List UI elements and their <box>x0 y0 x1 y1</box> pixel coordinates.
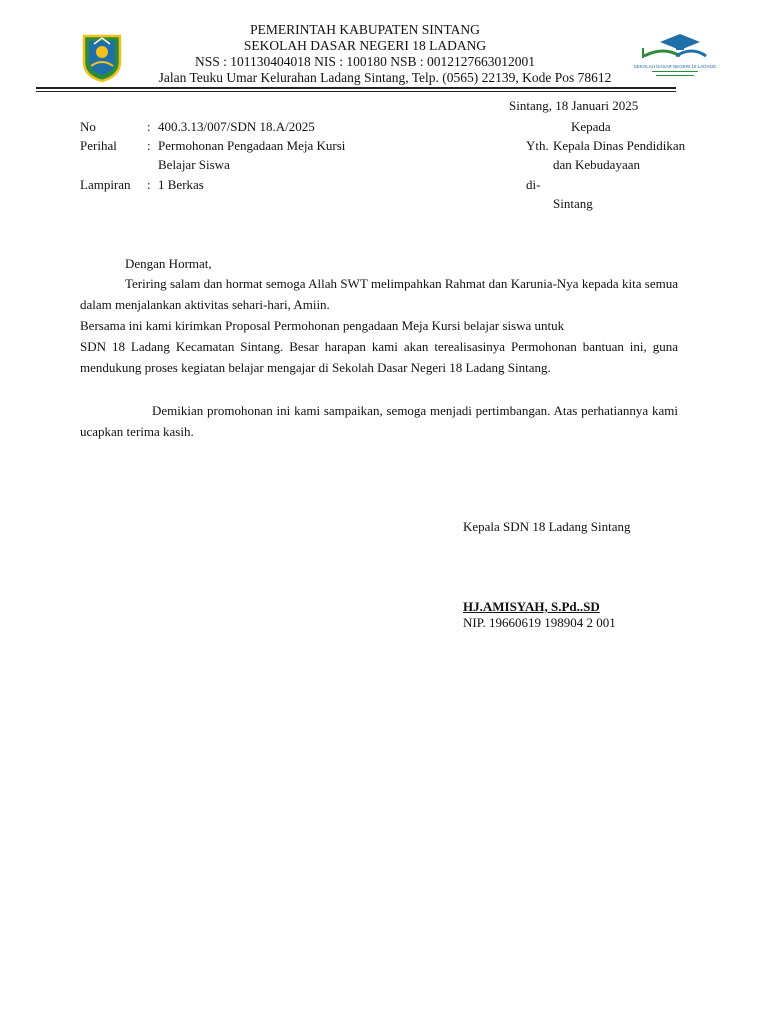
recipient-place: Sintang <box>553 196 593 211</box>
attachment-label: Lampiran <box>80 177 131 192</box>
recipient-kepada: Kepada <box>571 119 611 134</box>
signature-nip: NIP. 19660619 198904 2 001 <box>463 615 616 630</box>
recipient-line2: dan Kebudayaan <box>553 157 640 172</box>
letterhead-rule-thick <box>36 87 676 89</box>
signature-title: Kepala SDN 18 Ladang Sintang <box>463 519 631 534</box>
letterhead-line-address: Jalan Teuku Umar Kelurahan Ladang Sintang, Telp. (0565) 22139, Kode Pos 78612 <box>158 70 612 85</box>
school-logo-text: SEKOLAH DASAR NEGERI 18 LADANG <box>633 64 717 69</box>
regency-emblem-logo <box>80 32 124 82</box>
recipient-line1: Kepala Dinas Pendidikan <box>553 138 686 153</box>
greeting: Dengan Hormat, <box>125 256 212 271</box>
subject-value-line2: Belajar Siswa <box>158 157 230 172</box>
subject-value-line1: Permohonan Pengadaan Meja Kursi <box>158 138 346 153</box>
letter-date: Sintang, 18 Januari 2025 <box>509 98 639 113</box>
subject-label: Perihal <box>80 138 117 153</box>
letterhead-line-government: PEMERINTAH KABUPATEN SINTANG <box>250 22 480 37</box>
school-logo <box>633 28 717 82</box>
letterhead-rule-thin <box>36 91 676 92</box>
subject-separator: : <box>147 138 151 153</box>
paragraph-request-line1: Bersama ini kami kirimkan Proposal Permohonan pengadaan Meja Kursi belajar siswa untuk <box>80 318 565 333</box>
recipient-yth: Yth. <box>526 138 549 153</box>
letterhead-line-school: SEKOLAH DASAR NEGERI 18 LADANG <box>243 38 487 53</box>
letterhead-line-ids: NSS : 101130404018 NIS : 100180 NSB : 0012127663012001 <box>194 54 536 69</box>
attachment-separator: : <box>147 177 151 192</box>
number-label: No <box>80 119 96 134</box>
paragraph-closing: Demikian promohonan ini kami sampaikan, semoga menjadi pertimbangan. Atas perhatiannya kami ucapkan terima kasih. <box>80 403 678 439</box>
attachment-value: 1 Berkas <box>158 177 204 192</box>
number-value: 400.3.13/007/SDN 18.A/2025 <box>158 119 315 134</box>
paragraph-opening: Teriring salam dan hormat semoga Allah SWT melimpahkan Rahmat dan Karunia-Nya kepada kita semua dalam menjalankan aktivitas sehari-hari, Amiin. <box>80 276 678 312</box>
signature-name: HJ.AMISYAH, S.Pd..SD <box>463 599 600 614</box>
number-separator: : <box>147 119 151 134</box>
paragraph-request-rest: SDN 18 Ladang Kecamatan Sintang. Besar harapan kami akan terealisasinya Permohonan bantuan ini, guna mendukung proses kegiatan belajar mengajar di Sekolah Dasar Negeri 18 Ladang Sintang. <box>80 339 678 375</box>
recipient-di: di- <box>526 177 541 192</box>
